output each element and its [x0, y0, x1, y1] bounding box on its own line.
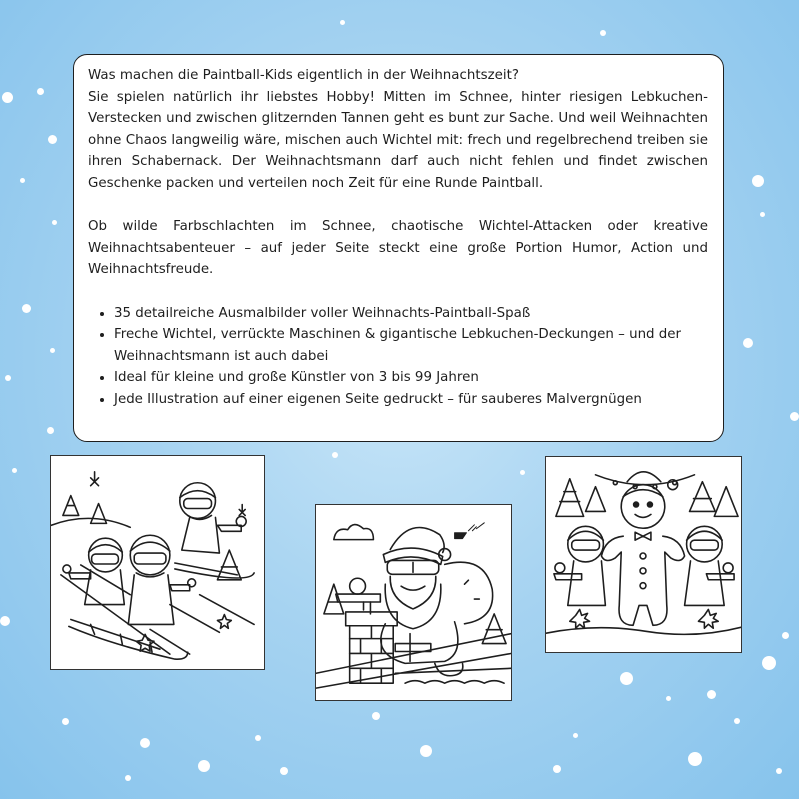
snowflake — [372, 712, 380, 720]
sledding-kids-illustration — [51, 456, 264, 669]
snowflake — [752, 175, 764, 187]
intro-line: Was machen die Paintball-Kids eigentlich in der Weihnachtszeit? — [88, 68, 519, 83]
feature-list-item: • Ideal für kleine und große Künstler von 3 bis 99 Jahren — [114, 367, 708, 389]
snowflake — [37, 88, 44, 95]
snowflake — [420, 745, 432, 757]
snowflake — [782, 632, 789, 639]
coloring-page-santa-chimney — [315, 504, 512, 701]
gingerbread-illustration — [546, 457, 741, 652]
snowflake — [280, 767, 288, 775]
description-box — [73, 54, 724, 442]
feature-list-item: • Freche Wichtel, verrückte Maschinen & gigantische Lebkuchen-Deckungen – und der Weihnachtsmann ist auch dabei — [114, 324, 708, 367]
snowflake — [762, 656, 776, 670]
snowflake — [22, 304, 31, 313]
snowflake — [20, 178, 25, 183]
snowflake — [2, 92, 13, 103]
snowflake — [734, 718, 740, 724]
snowflake — [666, 696, 671, 701]
feature-list-item: • 35 detailreiche Ausmalbilder voller Weihnachts-Paintball-Spaß — [114, 303, 708, 325]
snowflake — [125, 775, 131, 781]
santa-chimney-illustration — [316, 505, 511, 700]
snowflake — [140, 738, 150, 748]
snowflake — [0, 616, 10, 626]
snowflake — [790, 412, 799, 421]
feature-list-item: • Jede Illustration auf einer eigenen Seite gedruckt – für sauberes Malvergnügen — [114, 389, 708, 411]
coloring-page-gingerbread — [545, 456, 742, 653]
paragraph-summary: Ob wilde Farbschlachten im Schnee, chaotische Wichtel-Attacken oder kreative Weihnachtsabenteuer – auf jeder Seite steckt eine große Portion Humor, Action und Weihnachtsfreude. — [88, 219, 708, 278]
snowflake — [12, 468, 17, 473]
snowflake — [340, 20, 345, 25]
snowflake — [743, 338, 753, 348]
snowflake — [520, 470, 525, 475]
snowflake — [620, 672, 633, 685]
snowflake — [5, 375, 11, 381]
snowflake — [62, 718, 69, 725]
snowflake — [50, 348, 55, 353]
snowflake — [707, 690, 716, 699]
feature-list — [88, 303, 708, 411]
coloring-page-sledding-kids — [50, 455, 265, 670]
snowflake — [776, 768, 782, 774]
snowflake — [760, 212, 765, 217]
snowflake — [573, 733, 578, 738]
snowflake — [600, 30, 606, 36]
snowflake — [688, 752, 702, 766]
snowflake — [255, 735, 261, 741]
snowflake — [47, 427, 54, 434]
snowflake — [198, 760, 210, 772]
paragraph-story: Sie spielen natürlich ihr liebstes Hobby! Mitten im Schnee, hinter riesigen Lebkuchen-Verstecken und zwischen glitzernden Tannen geht es bunt zur Sache. Und weil Weihnachten ohne Chaos langweilig wäre, mischen auch Wichtel mit: frech und regelbrechend treiben sie ihren Schabernack. Der Weihnachtsmann darf auch nicht fehlen und findet zwischen Geschenke packen und verteilen noch Zeit für eine Runde Paintball. — [88, 89, 708, 191]
snowflake — [48, 135, 57, 144]
snowflake — [332, 452, 338, 458]
snowflake — [52, 220, 57, 225]
snowflake — [553, 765, 561, 773]
